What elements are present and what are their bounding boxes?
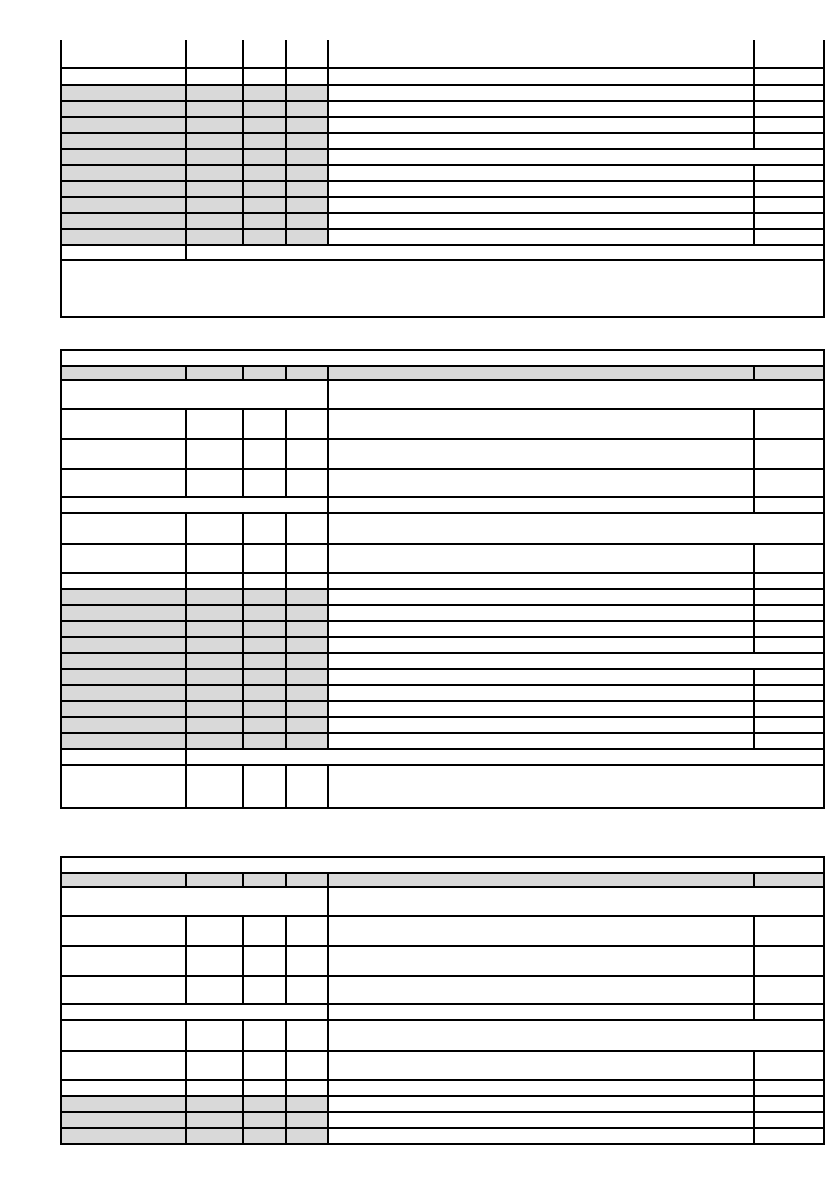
shaded-cell: [62, 230, 327, 244]
shaded-cell: [62, 102, 327, 116]
header-shaded-row: [62, 367, 823, 379]
table-row-rule: [60, 543, 825, 545]
table-column-rule: [185, 40, 187, 69]
table-row-rule: [60, 915, 825, 917]
shaded-cell: [62, 214, 327, 228]
table-column-rule: [242, 915, 244, 947]
table-top-rule: [60, 349, 825, 351]
table-row-rule: [60, 1019, 825, 1021]
table-left-border: [60, 40, 62, 318]
shaded-cell: [62, 670, 327, 684]
shaded-cell: [62, 1129, 327, 1143]
table-column-rule: [327, 1019, 329, 1052]
table-column-rule: [285, 438, 287, 470]
table-row-rule: [60, 67, 825, 69]
shaded-cell: [62, 198, 327, 212]
table-column-rule: [185, 468, 187, 498]
shaded-cell: [62, 1097, 327, 1111]
table-column-rule: [185, 764, 187, 809]
shaded-cell: [62, 734, 327, 748]
table-column-rule: [327, 764, 329, 809]
table-left-border: [60, 856, 62, 1145]
table-row-rule: [60, 259, 825, 261]
table-column-rule: [242, 40, 244, 69]
table-column-rule: [753, 438, 755, 470]
table-column-rule: [185, 945, 187, 977]
table-column-rule: [242, 468, 244, 498]
table-row-rule: [60, 496, 825, 498]
table-row-rule: [60, 408, 825, 410]
table-row-rule: [60, 438, 825, 440]
table-column-rule: [753, 915, 755, 947]
table-column-rule: [242, 764, 244, 809]
shaded-cell: [62, 1113, 327, 1127]
table-row-rule: [60, 807, 825, 809]
shaded-cell: [62, 134, 327, 148]
table-column-rule: [185, 1050, 187, 1081]
shaded-cell: [62, 638, 327, 652]
table-column-rule: [285, 764, 287, 809]
table-left-border: [60, 349, 62, 809]
table-column-rule: [753, 543, 755, 574]
shaded-cell: [62, 166, 327, 180]
table-right-border: [823, 856, 825, 1145]
table-column-rule: [753, 945, 755, 977]
table-column-rule: [753, 975, 755, 1005]
table-column-rule: [285, 1019, 287, 1052]
table-column-rule: [327, 438, 329, 470]
shaded-cell: [62, 86, 327, 100]
table-column-rule: [242, 438, 244, 470]
table-column-rule: [242, 408, 244, 440]
header-shaded-row: [62, 874, 823, 886]
table-column-rule: [242, 1019, 244, 1052]
table-column-rule: [327, 945, 329, 977]
table-column-rule: [327, 512, 329, 545]
table-column-rule: [285, 1050, 287, 1081]
shaded-cell: [62, 654, 327, 668]
table-column-rule: [285, 512, 287, 545]
shaded-cell: [62, 622, 327, 636]
table-column-rule: [327, 975, 329, 1005]
table-column-rule: [185, 512, 187, 545]
table-column-rule: [327, 1050, 329, 1081]
table-column-rule: [327, 468, 329, 498]
table-row-rule: [60, 748, 825, 750]
table-column-rule: [327, 915, 329, 947]
shaded-cell: [62, 150, 327, 164]
table-column-rule: [327, 886, 329, 917]
table-column-rule: [242, 975, 244, 1005]
table-right-border: [823, 349, 825, 809]
shaded-cell: [62, 182, 327, 196]
shaded-cell: [62, 118, 327, 132]
shaded-cell: [62, 718, 327, 732]
table-column-rule: [753, 408, 755, 440]
table-row-rule: [60, 975, 825, 977]
table-column-rule: [285, 408, 287, 440]
table-column-rule: [285, 543, 287, 574]
table-row-rule: [60, 244, 825, 246]
table-bottom-rule: [60, 316, 825, 318]
shaded-cell: [62, 590, 327, 604]
table-column-rule: [185, 975, 187, 1005]
table-column-rule: [753, 40, 755, 69]
table-row-rule: [60, 1143, 825, 1145]
table-row-rule: [60, 764, 825, 766]
table-column-rule: [285, 915, 287, 947]
table-row-rule: [60, 1079, 825, 1081]
table-column-rule: [327, 543, 329, 574]
table-column-rule: [185, 543, 187, 574]
table-column-rule: [327, 408, 329, 440]
table-column-rule: [327, 379, 329, 410]
table-column-rule: [285, 945, 287, 977]
table-column-rule: [242, 512, 244, 545]
table-row-rule: [60, 572, 825, 574]
table-column-rule: [285, 468, 287, 498]
table-column-rule: [242, 543, 244, 574]
table-column-rule: [753, 468, 755, 498]
table-row-rule: [60, 886, 825, 888]
table-row-rule: [60, 1003, 825, 1005]
table-column-rule: [327, 40, 329, 69]
shaded-cell: [62, 686, 327, 700]
table-row-rule: [60, 512, 825, 514]
table-column-rule: [285, 975, 287, 1005]
table-column-rule: [185, 408, 187, 440]
table-column-rule: [185, 438, 187, 470]
shaded-cell: [62, 702, 327, 716]
shaded-cell: [62, 606, 327, 620]
table-row-rule: [60, 945, 825, 947]
table-column-rule: [242, 945, 244, 977]
table-right-border: [823, 40, 825, 318]
table-row-rule: [60, 1050, 825, 1052]
table-column-rule: [185, 1019, 187, 1052]
table-column-rule: [242, 1050, 244, 1081]
table-column-rule: [185, 915, 187, 947]
table-row-rule: [60, 468, 825, 470]
table-top-rule: [60, 856, 825, 858]
table-column-rule: [285, 40, 287, 69]
table-column-rule: [753, 1050, 755, 1081]
table-row-rule: [60, 379, 825, 381]
